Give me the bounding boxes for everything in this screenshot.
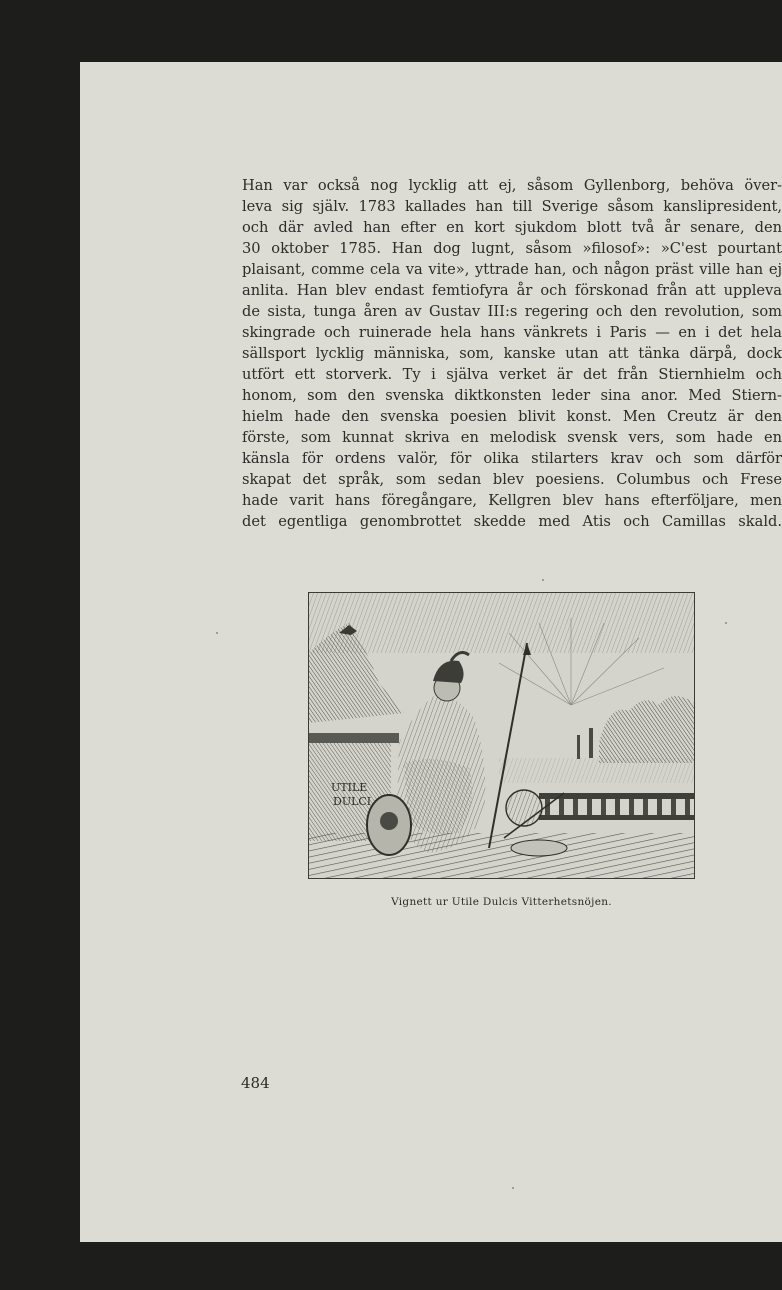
paper-speck xyxy=(512,1187,514,1189)
text-line: sällsport lycklig människa, som, kanske utan att tänka därpå, dock xyxy=(242,345,782,362)
text-line: leva sig själv. 1783 kallades han till Sverige såsom kanslipresident, xyxy=(242,198,782,215)
text-line: de sista, tunga åren av Gustav III:s regering och den revolution, som xyxy=(242,303,782,320)
text-line: utfört ett storverk. Ty i själva verket är det från Stiernhielm och xyxy=(242,366,782,383)
text-line: och där avled han efter en kort sjukdom blott två år senare, den xyxy=(242,219,782,236)
book-page xyxy=(80,62,782,1242)
text-line: skapat det språk, som sedan blev poesiens. Columbus och Frese xyxy=(242,471,782,488)
text-line: hade varit hans föregångare, Kellgren blev hans efterföljare, men xyxy=(242,492,782,509)
text-line: känsla för ordens valör, för olika stilarters krav och som därför xyxy=(242,450,782,467)
inscription-utile: UTILE xyxy=(331,781,368,794)
inscription-dulci: DULCI xyxy=(333,795,372,808)
body-paragraph xyxy=(242,175,782,532)
vignette-caption: Vignett ur Utile Dulcis Vitterhetsnöjen. xyxy=(391,896,612,908)
text-line: förste, som kunnat skriva en melodisk svensk vers, som hade en xyxy=(242,429,782,446)
text-line: honom, som den svenska diktkonsten leder sina anor. Med Stiern- xyxy=(242,387,782,404)
text-line: 30 oktober 1785. Han dog lugnt, såsom »filosof»: »C'est pourtant xyxy=(242,240,782,257)
text-line: hielm hade den svenska poesien blivit konst. Men Creutz är den xyxy=(242,408,782,425)
paper-speck xyxy=(542,579,544,581)
vignette-engraving xyxy=(308,592,695,879)
text-line: skingrade och ruinerade hela hans vänkrets i Paris — en i det hela xyxy=(242,324,782,341)
paper-speck xyxy=(216,632,218,634)
engraving-illustration xyxy=(309,593,694,878)
text-line: plaisant, comme cela va vite», yttrade han, och någon präst ville han ej xyxy=(242,261,782,278)
text-line: Han var också nog lycklig att ej, såsom Gyllenborg, behöva över- xyxy=(242,177,782,194)
text-line: det egentliga genombrottet skedde med Atis och Camillas skald. xyxy=(242,513,782,530)
page-number: 484 xyxy=(241,1074,270,1092)
text-line: anlita. Han blev endast femtiofyra år och förskonad från att uppleva xyxy=(242,282,782,299)
paper-speck xyxy=(725,622,727,624)
